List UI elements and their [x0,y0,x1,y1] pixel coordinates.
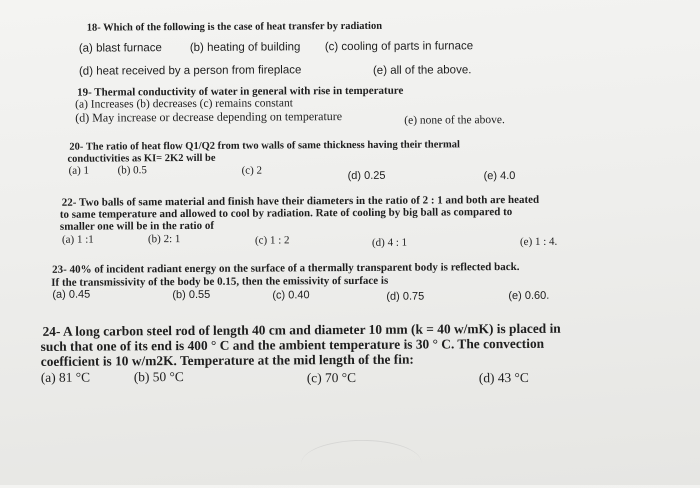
q23-option-d: (d) 0.75 [386,290,425,303]
q18-option-d: (d) heat received by a person from fireplace [78,64,302,78]
q24-option-c: (c) 70 °C [306,369,357,386]
q19-option-d: (d) May increase or decrease depending on temperature [75,109,343,125]
q20-option-a: (a) 1 [68,164,90,177]
q23-stem-line1: 23- 40% of incident radiant energy on the surface of a thermally transparent body is reflected back. [52,260,520,276]
q19-options-abc: (a) Increases (b) decreases (c) remains constant [75,97,293,111]
q24-stem-line1: 24- A long carbon steel rod of length 40 cm and diameter 10 mm (k = 40 w/mK) is placed in [42,320,561,339]
q18-option-a: (a) blast furnace [78,42,162,55]
q20-option-b: (b) 0.5 [117,164,147,177]
q24-option-b: (b) 50 °C [133,369,184,385]
q18-option-b: (b) heating of building [189,41,301,54]
q22-option-d: (d) 4 : 1 [371,236,408,249]
q22-option-e: (e) 1 : 4. [519,235,558,248]
q20-option-d: (d) 0.25 [347,169,386,183]
q22-stem-line3: smaller one will be in the ratio of [59,219,215,233]
q23-option-c: (c) 0.40 [272,289,310,302]
q22-option-a: (a) 1 :1 [61,233,94,246]
q18-stem: 18- Which of the following is the case of heat transfer by radiation [86,20,383,34]
q18-option-c: (c) cooling of parts in furnace [324,40,474,54]
q19-stem: 19- Thermal conductivity of water in general with rise in temperature [77,84,404,99]
q22-stem-line1: 22- Two balls of same material and finish have their diameters in the ratio of 2 : 1 and both are heated [61,193,540,209]
q20-stem-line2: conductivities as KI= 2K2 will be [67,152,216,165]
question-18 [0,0,699,78]
q24-option-d: (d) 43 °C [478,369,529,386]
q23-stem-line2: If the transmissivity of the body be 0.15, then the emissivity of surface is [51,274,389,289]
q18-option-e: (e) all of the above. [372,64,472,77]
q23-option-e: (e) 0.60. [508,289,550,303]
q20-option-c: (c) 2 [241,164,263,177]
q23-option-a: (a) 0.45 [52,288,91,301]
q22-option-b: (b) 2: 1 [147,233,181,246]
q23-option-b: (b) 0.55 [172,288,211,302]
q19-option-e: (e) none of the above. [404,114,505,127]
q24-option-a: (a) 81 °C [40,369,91,385]
paper-fold-shadow [301,440,421,487]
q20-option-e: (e) 4.0 [483,169,516,183]
q22-stem-line2: to same temperature and allowed to cool by radiation. Rate of cooling by big ball as compared to [59,206,513,221]
q22-option-c: (c) 1 : 2 [254,234,290,247]
q24-stem-line2: such that one of its end is 400 ° C and the ambient temperature is 30 ° C. The convection [40,335,545,354]
q24-stem-line3: coefficient is 10 w/m2K. Temperature at the mid length of the fin: [40,351,414,369]
q20-stem-line1: 20- The ratio of heat flow Q1/Q2 from two walls of same thickness having their thermal [69,139,460,153]
